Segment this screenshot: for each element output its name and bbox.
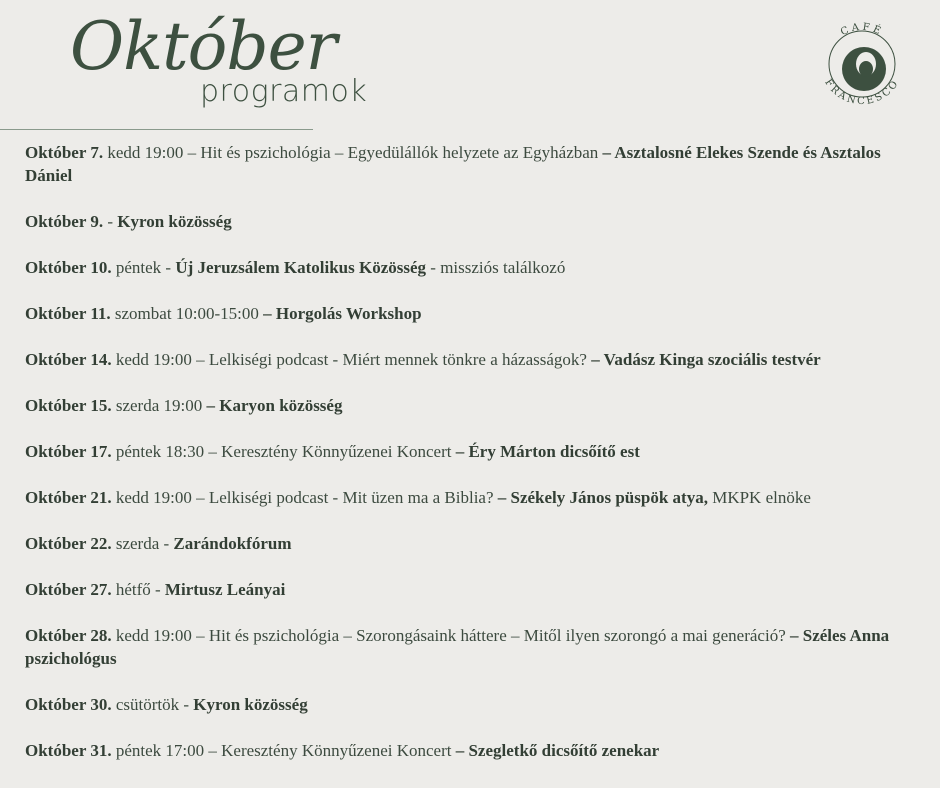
event-highlight: – Karyon közösség [206, 396, 343, 415]
event-item [25, 486, 915, 509]
event-item [25, 440, 915, 463]
event-item [25, 693, 915, 716]
event-details: péntek 17:00 – Keresztény Könnyűzenei Koncert [111, 741, 456, 760]
event-item [25, 578, 915, 601]
event-details: péntek 18:30 – Keresztény Könnyűzenei Koncert [111, 442, 456, 461]
event-highlight: Kyron közösség [117, 212, 232, 231]
page-subtitle: programok [200, 74, 368, 109]
event-highlight: Kyron közösség [193, 695, 308, 714]
event-highlight: – Vadász Kinga szociális testvér [591, 350, 821, 369]
event-list [25, 141, 915, 785]
event-details: szerda 19:00 [111, 396, 207, 415]
event-highlight: – Asztalosné Elekes Szende és Asztalos Dániel [25, 143, 881, 185]
event-details: kedd 19:00 – Hit és pszichológia – Egyedülállók helyzete az Egyházban [103, 143, 603, 162]
event-item [25, 624, 915, 670]
event-date: Október 10. [25, 258, 112, 277]
event-item [25, 394, 915, 417]
event-highlight: Új Jeruzsálem Katolikus Közösség [175, 258, 427, 277]
event-details: péntek - [111, 258, 176, 277]
event-details: hétfő - [111, 580, 165, 599]
event-item [25, 141, 915, 187]
event-item [25, 256, 915, 279]
event-highlight: – Éry Márton dicsőítő est [455, 442, 640, 461]
event-highlight: – Szegletkő dicsőítő zenekar [455, 741, 660, 760]
event-date: Október 28. [25, 626, 112, 645]
event-tail: MKPK elnöke [707, 488, 811, 507]
event-item [25, 532, 915, 555]
event-highlight: – Széles Anna pszichológus [25, 626, 890, 668]
event-details: szombat 10:00-15:00 [110, 304, 264, 323]
cafe-francesco-logo [812, 14, 912, 114]
event-details: - [103, 212, 118, 231]
event-tail: - missziós találkozó [426, 258, 566, 277]
event-date: Október 11. [25, 304, 111, 323]
event-date: Október 9. [25, 212, 104, 231]
event-date: Október 27. [25, 580, 112, 599]
logo-bottom-text: FRANCESCO [822, 77, 902, 108]
event-details: csütörtök - [111, 695, 194, 714]
event-date: Október 14. [25, 350, 112, 369]
event-highlight: – Horgolás Workshop [263, 304, 422, 323]
event-date: Október 30. [25, 695, 112, 714]
event-item [25, 302, 915, 325]
event-details: szerda - [111, 534, 174, 553]
event-date: Október 21. [25, 488, 112, 507]
event-details: kedd 19:00 – Lelkiségi podcast - Miért mennek tönkre a házasságok? [111, 350, 592, 369]
event-date: Október 22. [25, 534, 112, 553]
event-highlight: – Székely János püspök atya, [497, 488, 708, 507]
page-title: Október [70, 8, 337, 85]
event-item [25, 739, 915, 762]
logo-top-text: CAFÉ [839, 21, 885, 39]
title-divider [0, 129, 313, 130]
event-date: Október 17. [25, 442, 112, 461]
event-date: Október 15. [25, 396, 112, 415]
event-highlight: Mirtusz Leányai [164, 580, 286, 599]
event-highlight: Zarándokfórum [173, 534, 292, 553]
event-item [25, 210, 915, 233]
event-date: Október 7. [25, 143, 104, 162]
event-item [25, 348, 915, 371]
event-details: kedd 19:00 – Lelkiségi podcast - Mit üzen ma a Biblia? [111, 488, 498, 507]
event-details: kedd 19:00 – Hit és pszichológia – Szorongásaink háttere – Mitől ilyen szorongó a mai generáció? [111, 626, 790, 645]
event-date: Október 31. [25, 741, 112, 760]
